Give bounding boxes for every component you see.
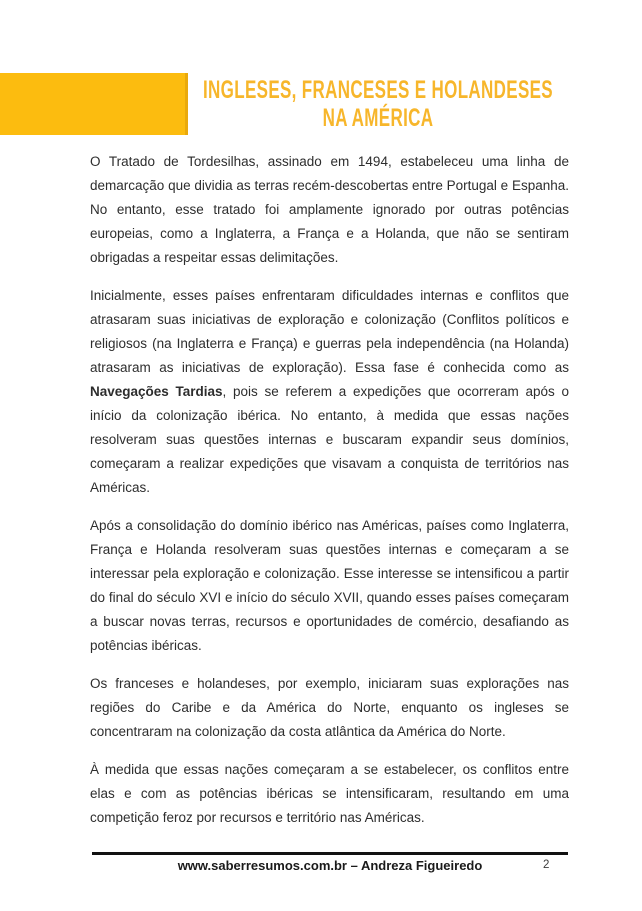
page-title — [160, 76, 595, 132]
paragraph-franceses-holandeses: Os franceses e holandeses, por exemplo, iniciaram suas explorações nas regiões do Caribe e da América do Norte, enquanto os ingleses se concentraram na colonização da costa atlântica da América do Norte. — [90, 676, 569, 739]
page-title-line-2: NA AMÉRICA — [322, 104, 434, 132]
page-title-line-1: INGLESES, FRANCESES E HOLANDESES — [202, 76, 553, 104]
paragraph-consolidacao-iberica: Após a consolidação do domínio ibérico nas Américas, países como Inglaterra, França e Holanda resolveram suas questões internas e começaram a se interessar pela exploração e colonização. Esse interesse se intensificou a partir do final do século XVI e início do século XVII, quando esses países começaram a buscar novas terras, recursos e oportunidades de comércio, desafiando as potências ibéricas. — [90, 518, 569, 653]
paragraph-navegacoes-tardias — [90, 284, 569, 500]
paragraph-conflitos-competicao: À medida que essas nações começaram a se estabelecer, os conflitos entre elas e com as potências ibéricas se intensificaram, resultando em uma competição feroz por recursos e território nas Américas. — [90, 762, 569, 825]
paragraph-text-pre: Inicialmente, esses países enfrentaram dificuldades internas e conflitos que atrasaram suas iniciativas de exploração e colonização (Conflitos políticos e religiosos (na Inglaterra e França) e guerras pela independência (na Holanda) atrasaram as iniciativas de exploração). Essa fase é conhecida como as — [90, 288, 569, 375]
footer-divider — [92, 852, 568, 855]
paragraph-text-post: , pois se referem a expedições que ocorreram após o início da colonização ibérica. No entanto, à medida que essas nações resolveram suas questões internas e buscaram expandir seus domínios, começaram a realizar expedições que visavam a conquista de territórios nas Américas. — [90, 384, 569, 495]
page-number: 2 — [543, 859, 550, 871]
document-body — [90, 150, 569, 844]
bold-term-navegacoes-tardias: Navegações Tardias — [90, 384, 223, 399]
paragraph-tordesilhas: O Tratado de Tordesilhas, assinado em 1494, estabeleceu uma linha de demarcação que dividia as terras recém-descobertas entre Portugal e Espanha. No entanto, esse tratado foi amplamente ignorado por outras potências europeias, como a Inglaterra, a França e a Holanda, que não se sentiram obrigadas a respeitar essas delimitações. — [90, 154, 569, 265]
footer-credit: www.saberresumos.com.br – Andreza Figueiredo — [177, 858, 483, 873]
